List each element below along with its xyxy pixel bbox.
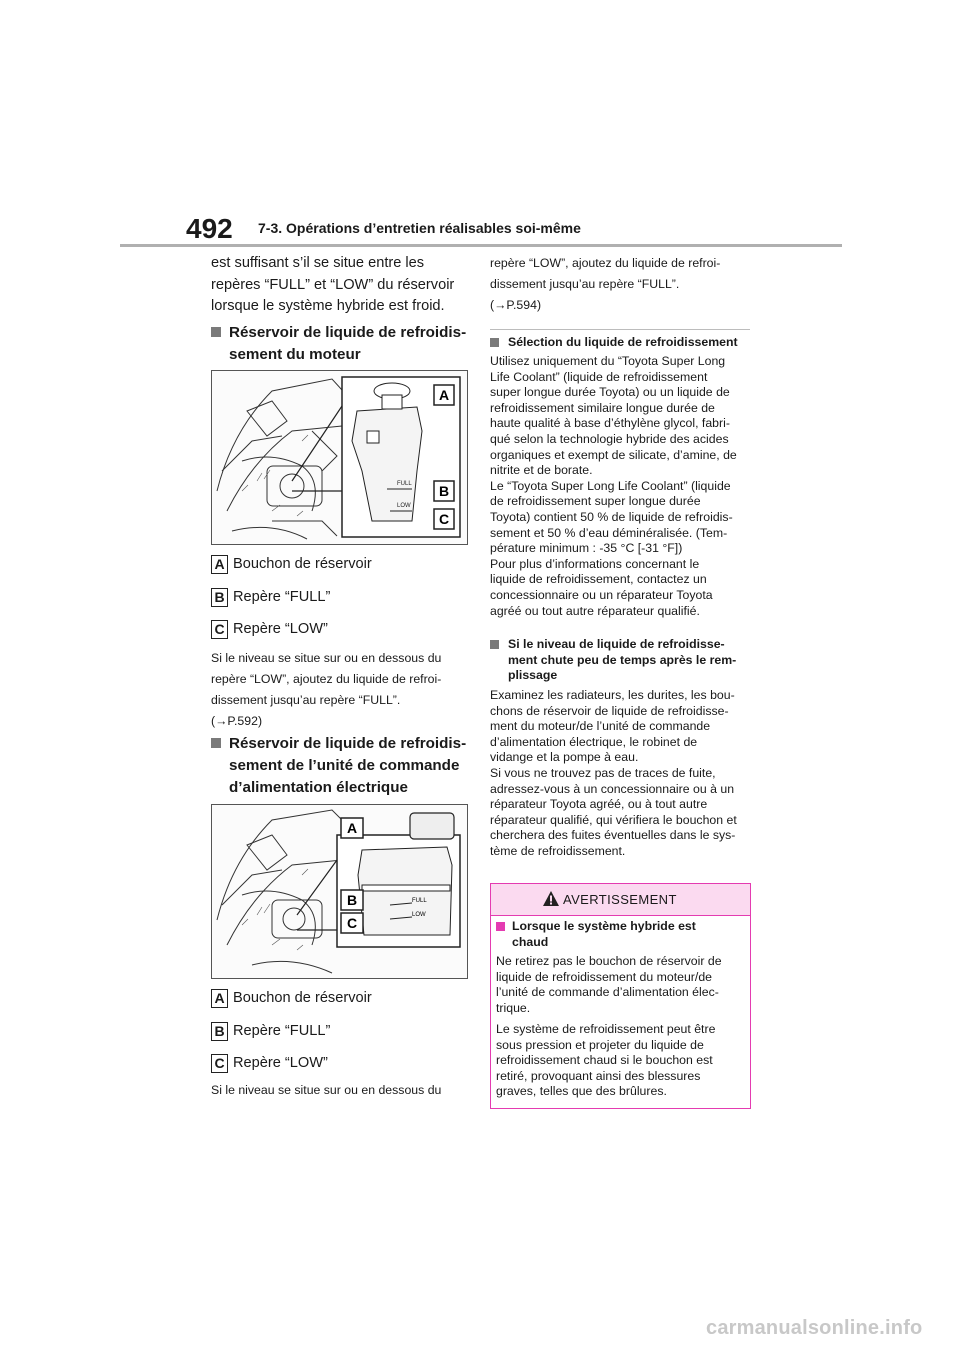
- coolant-selection-body: [490, 354, 750, 619]
- note-line: dissement jusqu’au repère “FULL”.: [490, 277, 680, 291]
- legend-text: Repère “LOW”: [233, 1055, 328, 1071]
- heading-bullet-icon: [490, 640, 499, 649]
- body-line: Le système de refroidissement peut être: [496, 1022, 716, 1036]
- body-line: refroidissement chaud si le bouchon est: [496, 1053, 713, 1068]
- badge-a: A: [211, 555, 228, 574]
- full-mark-label: FULL: [397, 481, 412, 487]
- header-divider: [120, 244, 842, 247]
- body-line: liquide de refroidissement, contactez un: [490, 572, 707, 587]
- heading-bullet-icon: [490, 338, 499, 347]
- level-drop-body: [490, 688, 750, 860]
- page-reference-link[interactable]: (→P.594): [490, 298, 542, 312]
- coolant-selection-heading: [490, 335, 753, 351]
- body-line: cherchera des fuites éventuelles dans le sys-: [490, 828, 736, 843]
- note-line: Si le niveau se situe sur ou en dessous du: [211, 651, 442, 665]
- body-line: liquide de refroidissement du moteur/de: [496, 969, 713, 984]
- callout-c-2: C: [346, 915, 358, 931]
- engine-bay-illustration: [212, 371, 467, 544]
- body-line: organiques et exempt de silicate, d’amine, de: [490, 447, 737, 462]
- heading-line: Sélection du liquide de refroidissement: [508, 335, 738, 349]
- body-line: l’unité de commande d’alimentation élec-: [496, 985, 719, 1000]
- heading-bullet-icon: [211, 327, 221, 337]
- heading-line: Si le niveau de liquide de refroidisse-: [508, 637, 725, 651]
- power-unit-level-note: [211, 1080, 473, 1101]
- body-line: concessionnaire ou un réparateur Toyota: [490, 587, 713, 602]
- heading-line: ment chute peu de temps après le rem-: [508, 652, 737, 667]
- intro-line: repères “FULL” et “LOW” du réservoir: [211, 276, 455, 293]
- engine-level-note: [211, 648, 473, 732]
- badge-b: B: [211, 588, 228, 607]
- legend-text: Repère “FULL”: [233, 589, 331, 605]
- legend-text: Repère “LOW”: [233, 621, 328, 637]
- heading-line: Réservoir de liquide de refroidis-: [229, 735, 467, 752]
- engine-bay-illustration-2: [212, 805, 467, 978]
- body-line: Si vous ne trouvez pas de traces de fuite,: [490, 765, 716, 780]
- body-line: vidange et la pompe à eau.: [490, 750, 639, 765]
- heading-line: Lorsque le système hybride est: [512, 919, 696, 933]
- heading-line: sement du moteur: [229, 346, 361, 363]
- heading-bullet-icon: [496, 922, 505, 931]
- body-line: sous pression et projeter du liquide de: [496, 1037, 704, 1052]
- intro-line: lorsque le système hybride est froid.: [211, 298, 445, 314]
- heading-line: sement de l’unité de commande: [229, 757, 460, 774]
- warning-paragraph-1: [496, 954, 741, 1016]
- low-mark-label: LOW: [397, 503, 411, 509]
- body-line: Ne retirez pas le bouchon de réservoir de: [496, 954, 722, 968]
- level-drop-heading: [490, 637, 753, 684]
- callout-b: B: [438, 483, 450, 499]
- watermark: carmanualsonline.info: [706, 1317, 923, 1339]
- callout-a-2: A: [346, 820, 358, 836]
- heading-line: chaud: [512, 934, 549, 949]
- body-line: super longue durée Toyota) ou un liquide de: [490, 385, 730, 400]
- note-line: Si le niveau se situe sur ou en dessous du: [211, 1083, 442, 1097]
- intro-line: est suffisant s’il se situe entre les: [211, 255, 425, 271]
- heading-bullet-icon: [211, 738, 221, 748]
- intro-paragraph: [211, 253, 473, 318]
- body-line: réparateur qualifié, qui vérifiera le bouchon et: [490, 812, 737, 827]
- badge-c: C: [211, 1054, 228, 1073]
- badge-c: C: [211, 620, 228, 639]
- note-line: dissement jusqu’au repère “FULL”.: [211, 693, 401, 707]
- legend-text: Bouchon de réservoir: [233, 990, 372, 1006]
- badge-b: B: [211, 1022, 228, 1041]
- body-line: nitrite et de borate.: [490, 463, 593, 478]
- section-heading-engine-reservoir: [211, 322, 479, 366]
- body-line: Toyota) contient 50 % de liquide de refroidis-: [490, 509, 733, 524]
- warning-title: AVERTISSEMENT: [563, 892, 677, 907]
- heading-line: d’alimentation électrique: [229, 779, 408, 796]
- callout-a: A: [438, 387, 450, 403]
- body-line: chons de réservoir de liquide de refroidisse-: [490, 703, 729, 718]
- body-line: de refroidissement super longue durée: [490, 494, 701, 509]
- body-line: Life Coolant” (liquide de refroidissement: [490, 369, 708, 384]
- warning-header: [491, 884, 750, 916]
- note-line: repère “LOW”, ajoutez du liquide de refroi-: [211, 672, 442, 686]
- badge-a: A: [211, 989, 228, 1008]
- warning-box: [490, 883, 751, 1109]
- body-line: trique.: [496, 1000, 531, 1015]
- legend-text: Repère “FULL”: [233, 1023, 331, 1039]
- engine-reservoir-figure: [211, 370, 468, 545]
- section-divider: [490, 329, 750, 330]
- body-line: qué selon la technologie hybride des acides: [490, 431, 729, 446]
- power-unit-reservoir-figure: [211, 804, 468, 979]
- heading-line: Réservoir de liquide de refroidis-: [229, 324, 467, 341]
- body-line: Pour plus d’informations concernant le: [490, 556, 700, 571]
- body-line: retiré, provoquant ainsi des blessures: [496, 1068, 701, 1083]
- body-line: Examinez les radiateurs, les durites, les bou-: [490, 688, 735, 702]
- warning-subheading: [496, 919, 757, 950]
- body-line: ment du moteur/de l’unité de commande: [490, 719, 711, 734]
- callout-c: C: [438, 511, 450, 527]
- low-mark-label-2: LOW: [412, 912, 426, 918]
- callout-b-2: B: [346, 892, 358, 908]
- page-reference-link[interactable]: (→P.592): [211, 714, 263, 728]
- note-line: repère “LOW”, ajoutez du liquide de refroi-: [490, 256, 721, 270]
- body-line: réparateur Toyota agréé, ou à tout autre: [490, 797, 708, 812]
- body-line: d’alimentation électrique, le robinet de: [490, 734, 698, 749]
- body-line: Le “Toyota Super Long Life Coolant” (liquide: [490, 478, 731, 493]
- warning-paragraph-2: [496, 1022, 741, 1100]
- continued-note: [490, 253, 750, 316]
- full-mark-label-2: FULL: [412, 898, 427, 904]
- heading-line: plissage: [508, 668, 558, 683]
- body-line: tème de refroidissement.: [490, 843, 626, 858]
- body-line: graves, telles que des brûlures.: [496, 1084, 667, 1099]
- body-line: Utilisez uniquement du “Toyota Super Long: [490, 354, 726, 368]
- page-number: 492: [186, 213, 233, 244]
- body-line: sement et 50 % d’eau déminéralisée. (Tem-: [490, 525, 728, 540]
- section-heading-power-unit-reservoir: [211, 733, 484, 799]
- legend-text: Bouchon de réservoir: [233, 556, 372, 572]
- body-line: haute qualité à base d’éthylène glycol, fabri-: [490, 416, 730, 431]
- body-line: refroidissement similaire longue durée de: [490, 400, 715, 415]
- body-line: agréé ou tout autre réparateur qualifié.: [490, 603, 700, 618]
- warning-triangle-icon: [542, 890, 560, 907]
- body-line: pérature minimum : -35 °C [-31 °F]): [490, 541, 683, 556]
- body-line: adressez-vous à un concessionnaire ou à un: [490, 781, 735, 796]
- section-title: 7-3. Opérations d’entretien réalisables soi-même: [258, 220, 581, 236]
